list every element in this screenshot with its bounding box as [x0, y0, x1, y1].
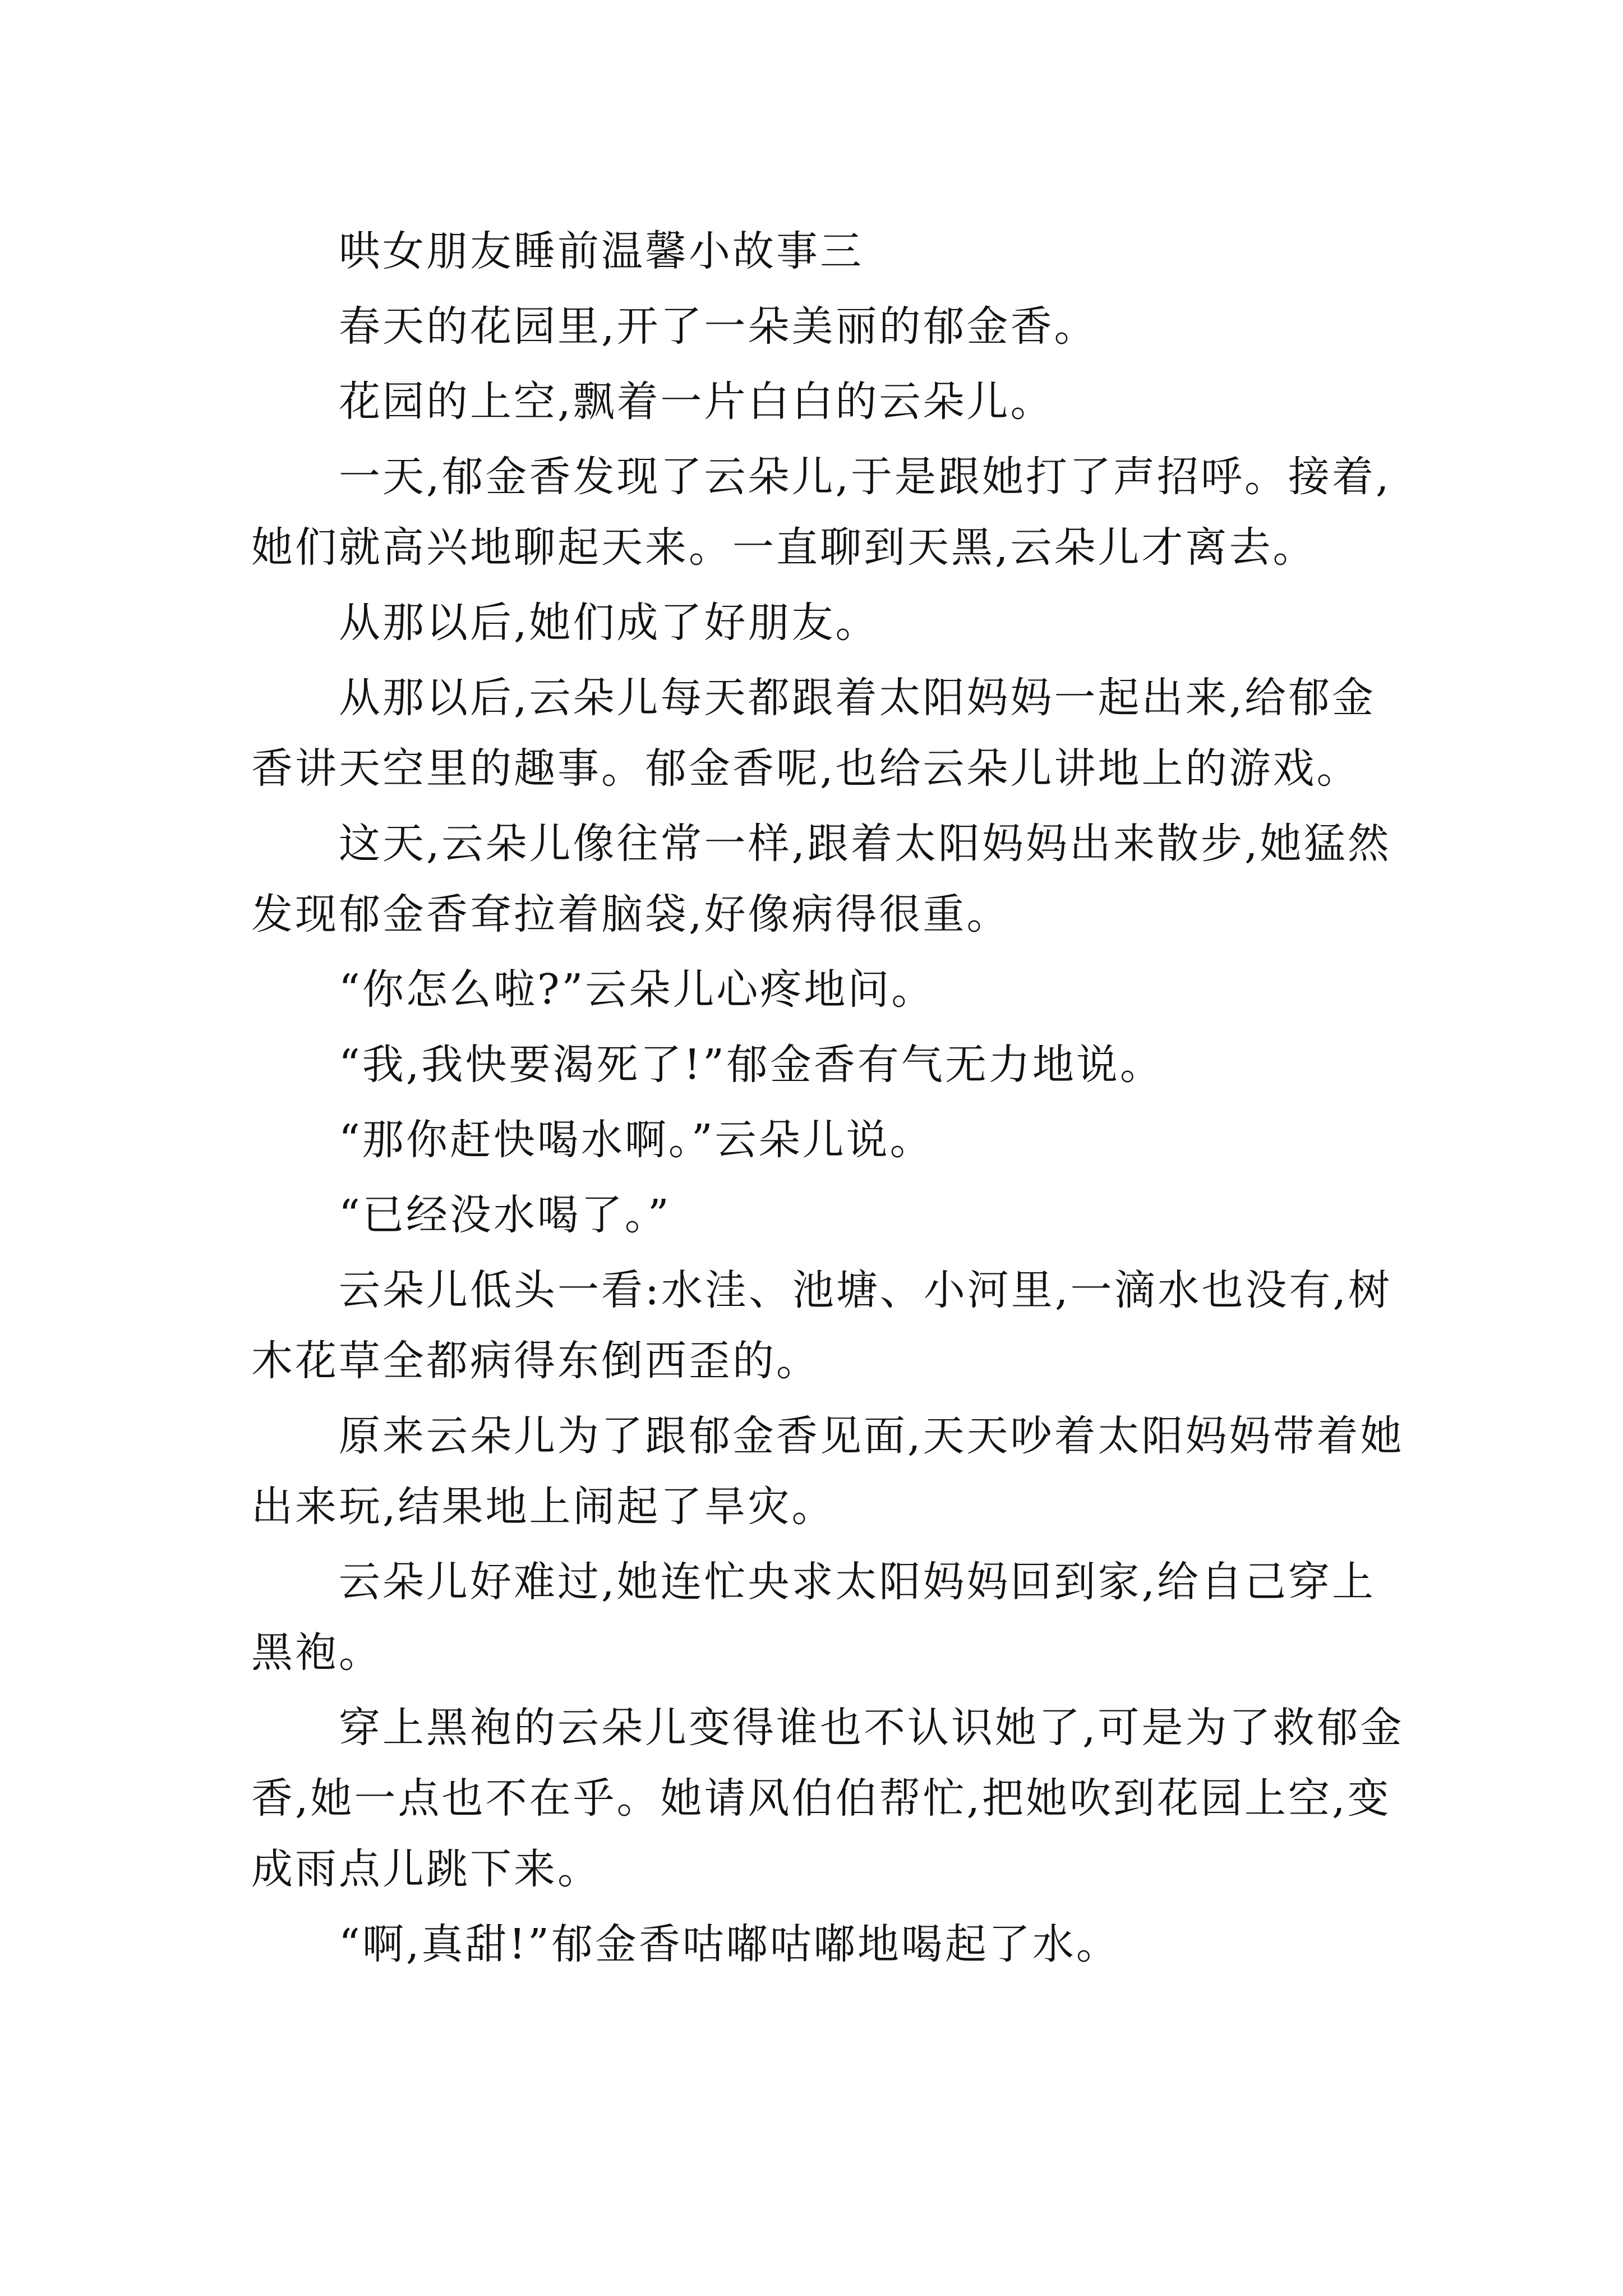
paragraph: 从那以后,云朵儿每天都跟着太阳妈妈一起出来,给郁金香讲天空里的趣事。郁金香呢,也给云朵儿讲地上的游戏。 [251, 674, 1376, 793]
paragraph: 一天,郁金香发现了云朵儿,于是跟她打了声招呼。接着,她们就高兴地聊起天来。一直聊到天黑,云朵儿才离去。 [251, 453, 1391, 572]
paragraph: “你怎么啦?”云朵儿心疼地问。 [339, 965, 935, 1014]
paragraph: 云朵儿低头一看:水洼、池塘、小河里,一滴水也没有,树木花草全都病得东倒西歪的。 [251, 1266, 1392, 1385]
paragraph: “那你赶快喝水啊。”云朵儿说。 [339, 1116, 934, 1164]
paragraph: 这天,云朵儿像往常一样,跟着太阳妈妈出来散步,她猛然发现郁金香耷拉着脑袋,好像病得很重。 [251, 820, 1391, 938]
paragraph: “啊,真甜!”郁金香咕嘟咕嘟地喝起了水。 [339, 1920, 1120, 1968]
paragraph: 从那以后,她们成了好朋友。 [339, 599, 879, 647]
paragraph: 春天的花园里,开了一朵美丽的郁金香。 [339, 302, 1098, 351]
paragraph: 原来云朵儿为了跟郁金香见面,天天吵着太阳妈妈带着她出来玩,结果地上闹起了旱灾。 [251, 1412, 1404, 1531]
paragraph: “我,我快要渴死了!”郁金香有气无力地说。 [339, 1041, 1164, 1089]
paragraph: “已经没水喝了。” [339, 1191, 671, 1239]
paragraph: 云朵儿好难过,她连忙央求太阳妈妈回到家,给自己穿上黑袍。 [251, 1558, 1376, 1677]
paragraph: 穿上黑袍的云朵儿变得谁也不认识她了,可是为了救郁金香,她一点也不在乎。她请风伯伯帮忙,把她吹到花园上空,变成雨点儿跳下来。 [251, 1704, 1404, 1893]
document-title: 哄女朋友睡前温馨小故事三 [339, 227, 864, 275]
document-body [251, 216, 1407, 1984]
paragraph: 花园的上空,飘着一片白白的云朵儿。 [339, 378, 1054, 426]
